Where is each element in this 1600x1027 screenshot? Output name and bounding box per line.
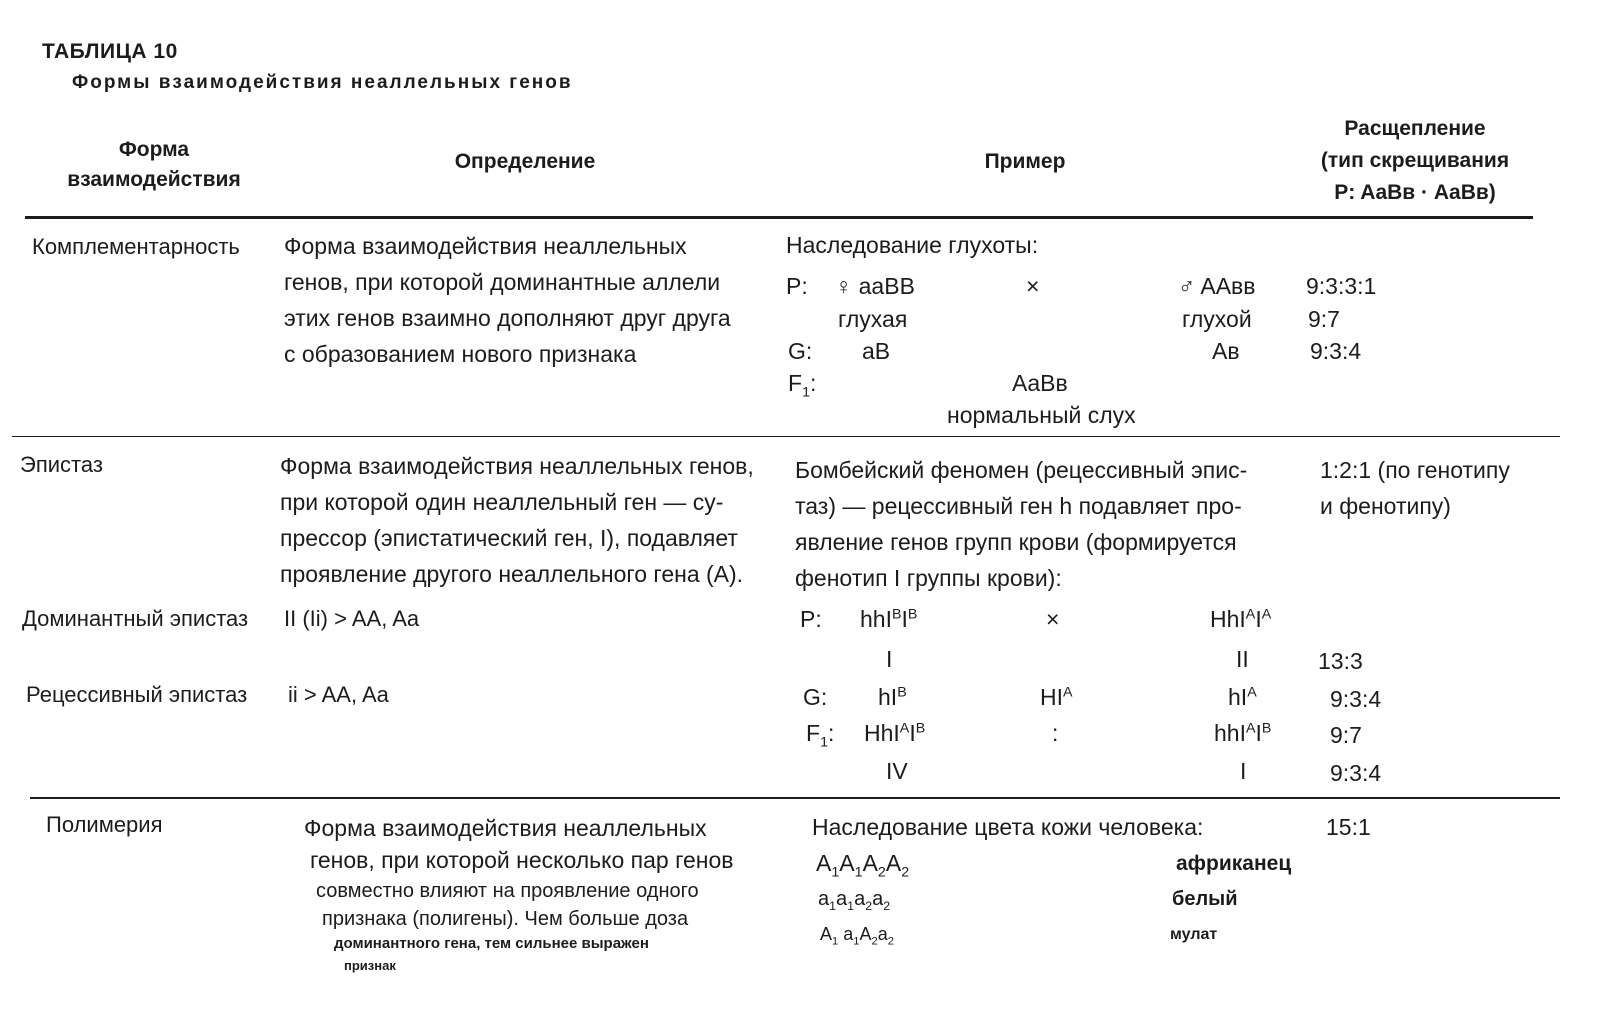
split-value: 9:7 [1308,306,1340,332]
phenotype-african: африканец [1176,852,1292,875]
f1-label: $F_1$: [788,370,817,401]
header-form: Форма взаимодействия [67,138,241,191]
gamete: $hI^B$ [878,684,907,710]
phenotype-white: белый [1172,888,1238,910]
definition-polymery: Форма взаимодействия неаллельных генов, при которой несколько пар генов совместно влияют на проявление одного признака (полигены). Чем больше доза доминантного гена, тем сильнее выражен признак [304,815,734,973]
genotype-mulatto: $A_1$ $a_1A_2a_2$ [820,924,894,948]
example-title-deafness: Наследование глухоты: [786,232,1039,258]
cross-sign: × [1026,273,1040,299]
f1-blood-group-left: IV [886,758,908,784]
split-value: 9:3:3:1 [1306,273,1377,299]
female-phenotype: глухая [838,306,908,332]
f1-genotype: AaBв [1012,370,1068,396]
blood-group-right: II [1236,646,1249,672]
f1-genotype-left: $HhI^AI^B$ [864,720,926,746]
form-dominant-epistasis: Доминантный эпистаз [22,606,249,631]
parent-genotype-left: $hhI^BI^B$ [860,606,918,632]
form-complementarity: Комплементарность [32,234,240,259]
form-epistasis: Эпистаз [20,452,103,477]
definition-complementarity: Форма взаимодействия неаллельных генов, при которой доминантные аллели этих генов взаимно дополняют друг друга с образованием нового признака [284,233,731,367]
gamete-male: Aв [1212,338,1240,364]
example-title-skin: Наследование цвета кожи человека: [812,814,1204,840]
table-label: ТАБЛИЦА 10 [42,40,178,63]
split-value: 15:1 [1326,814,1371,840]
header-split: Расщепление (тип скрещивания P: AaBв · AaBв) [1320,117,1510,204]
gamete: $HI^A$ [1040,684,1073,710]
split-value: 9:3:4 [1330,760,1382,786]
split-epistasis: 1:2:1 (по генотипу и фенотипу) [1320,457,1510,519]
male-phenotype: глухой [1182,306,1252,332]
p-label: P: [800,606,822,632]
form-recessive-epistasis: Рецессивный эпистаз [26,682,248,707]
genotype-african: $A_1A_1A_2A_2$ [816,850,910,881]
definition-recessive-epistasis: ii > AA, Aa [288,682,389,707]
f1-label: $F_1$: [806,720,835,751]
male-parent: ♂ AAвв [1178,273,1256,299]
definition-dominant-epistasis: II (Ii) > AA, Aa [284,606,420,631]
section-divider [30,797,1560,799]
blood-group-left: I [886,646,893,672]
female-parent: ♀ aaBB [835,273,915,299]
split-value: 9:3:4 [1330,686,1382,712]
cross-sign: × [1046,606,1060,632]
g-label: G: [803,684,828,710]
p-label: P: [786,273,808,299]
form-polymery: Полимерия [46,812,163,837]
gamete-female: aB [862,338,891,364]
g-label: G: [788,338,813,364]
table-title: Формы взаимодействия неаллельных генов [72,72,573,93]
definition-epistasis: Форма взаимодействия неаллельных генов, при которой один неаллельный ген — су- прессор (эпистатический ген, I), подавляет проявление другого неаллельного гена (A). [280,453,754,587]
example-bombay: Бомбейский феномен (рецессивный эпис- таз) — рецессивный ген h подавляет про- явление генов групп крови (формируется фенотип I группы крови): [795,457,1248,591]
section-divider [12,436,1560,437]
f1-genotype-right: $hhI^AI^B$ [1214,720,1272,746]
split-value: 13:3 [1318,648,1363,674]
header-example: Пример [984,150,1066,173]
ratio-separator: : [1052,720,1059,746]
parent-genotype-right: $HhI^AI^A$ [1210,606,1272,632]
header-divider [25,216,1533,219]
phenotype-mulatto: мулат [1170,926,1218,943]
f1-blood-group-right: I [1240,758,1247,784]
gamete: $hI^A$ [1228,684,1257,710]
f1-phenotype: нормальный слух [947,402,1136,428]
header-definition: Определение [454,150,596,173]
genotype-white: $a_1a_1a_2a_2$ [818,888,891,913]
split-value: 9:3:4 [1310,338,1362,364]
split-value: 9:7 [1330,722,1362,748]
